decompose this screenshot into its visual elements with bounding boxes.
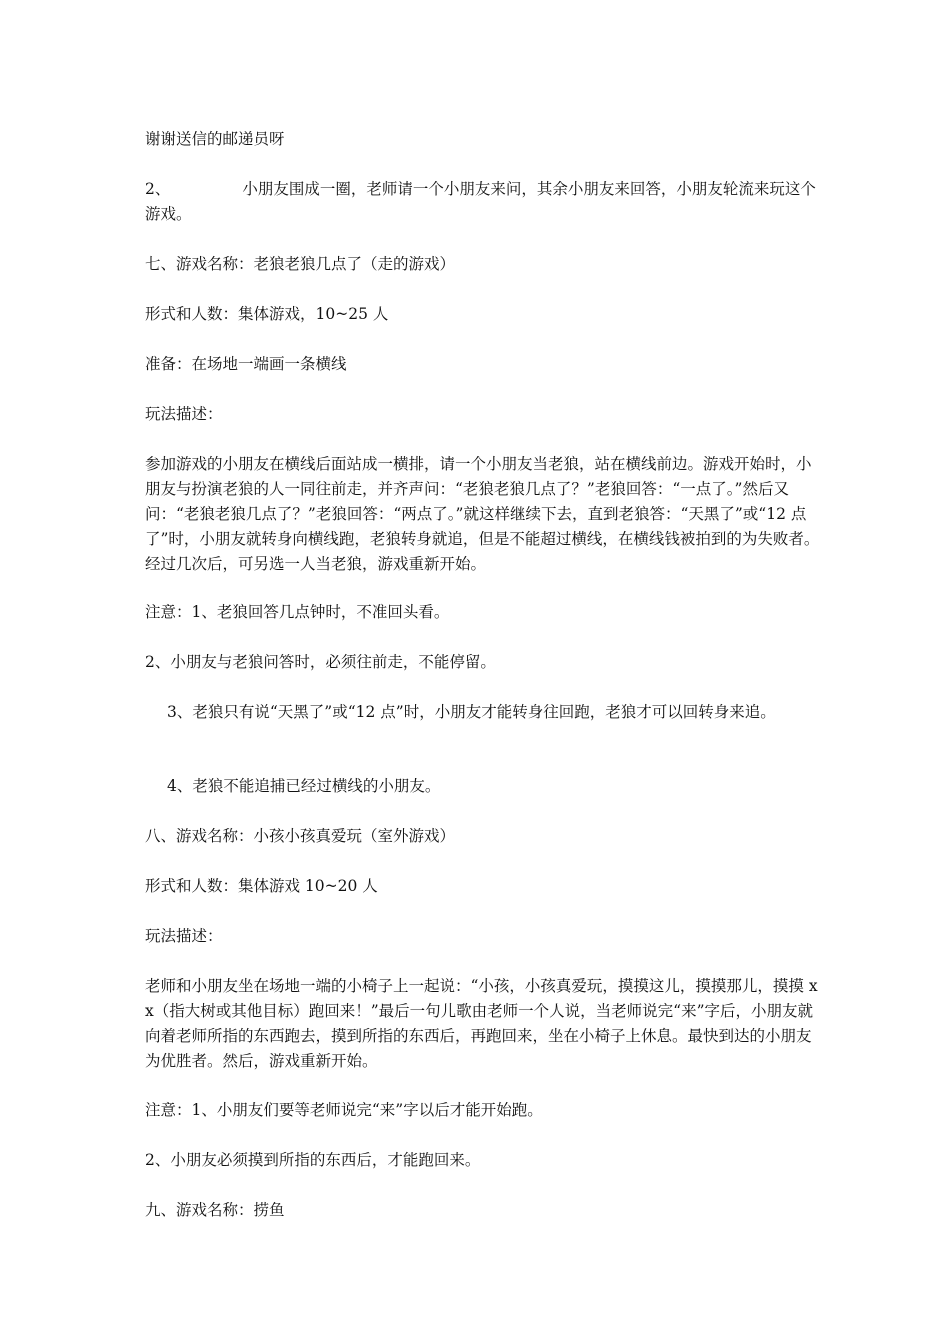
paragraph-gameplay-description: 参加游戏的小朋友在横线后面站成一横排，请一个小朋友当老狼，站在横线前边。游戏开始时，小朋友与扮演老狼的人一同往前走，并齐声问：“老狼老狼几点了？”老狼回答：“一点了。”然后又问：“老狼老狼几点了？”老狼回答：“两点了。”就这样继续下去，直到老狼答：“天黑了”或“12 点了”时，小朋友就转身向横线跑，老狼转身就追，但是不能超过横线，在横线钱被拍到的为失败者。经过几次后，可另选一人当老狼，游戏重新开始。 (145, 455, 820, 573)
paragraph-preparation: 准备：在场地一端画一条横线 (145, 355, 347, 373)
list-number: 2、 (145, 180, 171, 198)
paragraph-gameplay-label: 玩法描述： (145, 405, 223, 423)
paragraph-gameplay-label-eight: 玩法描述： (145, 927, 223, 945)
paragraph-text: 小朋友围成一圈，老师请一个小朋友来问，其余小朋友来回答，小朋友轮流来玩这个游戏。 (145, 180, 816, 223)
paragraph-note-4: 4、老狼不能追捕已经过横线的小朋友。 (167, 777, 441, 795)
section-heading-seven: 七、游戏名称：老狼老狼几点了（走的游戏） (145, 255, 456, 273)
paragraph-format-players: 形式和人数：集体游戏，10~25 人 (145, 305, 389, 323)
section-heading-nine: 九、游戏名称：捞鱼 (145, 1201, 285, 1219)
section-heading-eight: 八、游戏名称：小孩小孩真爱玩（室外游戏） (145, 827, 456, 845)
paragraph-note-eight-2: 2、小朋友必须摸到所指的东西后，才能跑回来。 (145, 1151, 481, 1169)
paragraph-gameplay-description-eight: 老师和小朋友坐在场地一端的小椅子上一起说：“小孩，小孩真爱玩，摸摸这儿，摸摸那儿，摸摸 xx（指大树或其他目标）跑回来！”最后一句儿歌由老师一个人说，当老师说完“来”字后，小朋友就向着老师所指的东西跑去，摸到所指的东西后，再跑回来，坐在小椅子上休息。最快到达的小朋友为优胜者。然后，游戏重新开始。 (145, 977, 818, 1070)
paragraph-rule-2-circle (145, 177, 825, 227)
paragraph-letter-carrier: 谢谢送信的邮递员呀 (145, 130, 285, 148)
paragraph-note-1: 注意：1、老狼回答几点钟时，不准回头看。 (145, 603, 450, 621)
paragraph-format-players-eight: 形式和人数：集体游戏 10~20 人 (145, 877, 378, 895)
paragraph-note-2: 2、小朋友与老狼问答时，必须往前走，不能停留。 (145, 653, 496, 671)
paragraph-note-eight-1: 注意：1、小朋友们要等老师说完“来”字以后才能开始跑。 (145, 1101, 543, 1119)
paragraph-note-3: 3、老狼只有说“天黑了”或“12 点”时，小朋友才能转身往回跑，老狼才可以回转身来追。 (167, 703, 776, 721)
